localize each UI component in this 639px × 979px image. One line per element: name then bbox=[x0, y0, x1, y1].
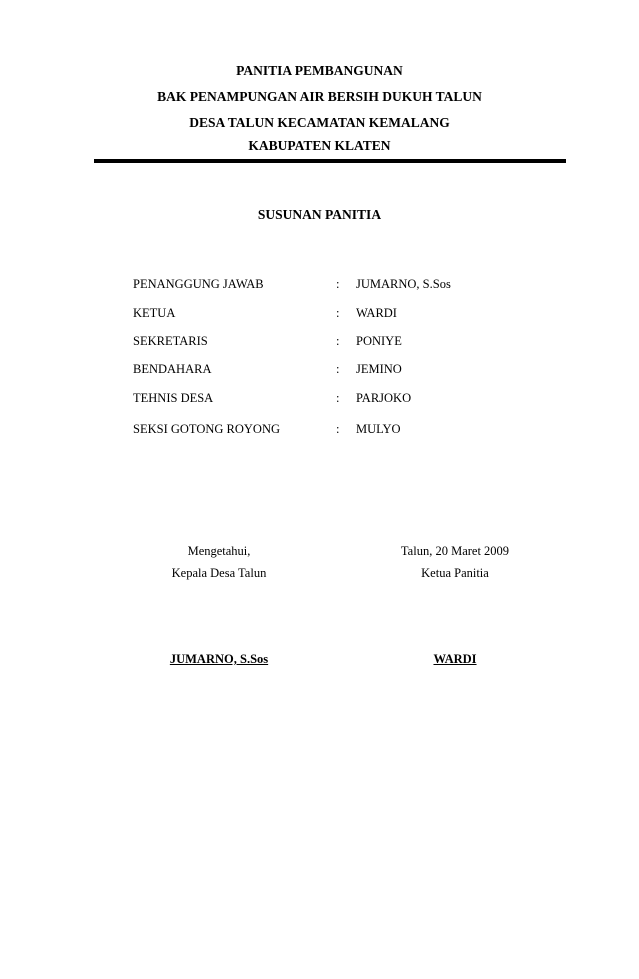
signature-right-title: Ketua Panitia bbox=[421, 566, 489, 580]
signature-left-line-1: Mengetahui, bbox=[187, 544, 251, 558]
committee-separator: : bbox=[336, 362, 340, 376]
header-title-line-3: DESA TALUN KECAMATAN KEMALANG bbox=[189, 115, 450, 130]
header-title-line-2: BAK PENAMPUNGAN AIR BERSIH DUKUH TALUN bbox=[157, 89, 482, 104]
committee-row bbox=[0, 421, 639, 439]
header-divider bbox=[94, 159, 566, 163]
committee-row bbox=[0, 333, 639, 351]
signature-left-title: Kepala Desa Talun bbox=[171, 566, 267, 580]
committee-member-name: JEMINO bbox=[356, 362, 402, 376]
committee-member-name: PONIYE bbox=[356, 334, 402, 348]
header-title-line-1: PANITIA PEMBANGUNAN bbox=[236, 63, 403, 78]
committee-row bbox=[0, 390, 639, 408]
committee-member-name: WARDI bbox=[356, 306, 397, 320]
committee-role: BENDAHARA bbox=[133, 362, 212, 376]
signature-left-name: JUMARNO, S.Sos bbox=[169, 652, 269, 666]
committee-row bbox=[0, 305, 639, 323]
committee-role: SEKRETARIS bbox=[133, 334, 208, 348]
committee-member-name: PARJOKO bbox=[356, 391, 412, 405]
committee-role: PENANGGUNG JAWAB bbox=[133, 277, 264, 291]
committee-row bbox=[0, 276, 639, 294]
committee-separator: : bbox=[336, 422, 340, 436]
header-title-line-4: KABUPATEN KLATEN bbox=[248, 138, 391, 153]
committee-member-name: MULYO bbox=[356, 422, 401, 436]
signature-right-date: Talun, 20 Maret 2009 bbox=[400, 544, 510, 558]
committee-role: SEKSI GOTONG ROYONG bbox=[133, 422, 280, 436]
committee-role: TEHNIS DESA bbox=[133, 391, 214, 405]
committee-role: KETUA bbox=[133, 306, 176, 320]
section-title: SUSUNAN PANITIA bbox=[257, 207, 382, 222]
committee-separator: : bbox=[336, 277, 340, 291]
committee-row bbox=[0, 361, 639, 379]
signature-right-name: WARDI bbox=[433, 652, 477, 666]
committee-separator: : bbox=[336, 306, 340, 320]
committee-member-name: JUMARNO, S.Sos bbox=[356, 277, 451, 291]
committee-separator: : bbox=[336, 334, 340, 348]
committee-separator: : bbox=[336, 391, 340, 405]
